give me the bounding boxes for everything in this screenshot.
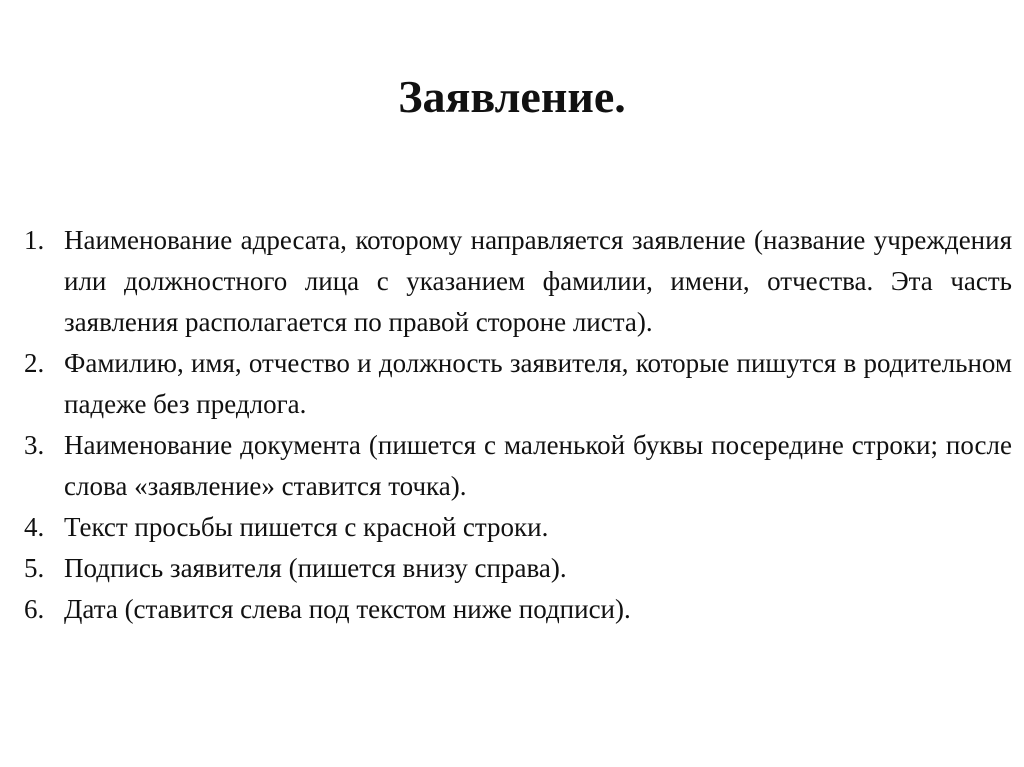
- list-item-number: 5.: [24, 553, 45, 583]
- list-item-number: 4.: [24, 512, 45, 542]
- list-item: [24, 589, 1012, 630]
- list-item: [24, 507, 1012, 548]
- list-item: [24, 343, 1012, 425]
- list-item-number: 3.: [24, 430, 45, 460]
- list-item: [24, 548, 1012, 589]
- list-item-text: Подпись заявителя (пишется внизу справа).: [64, 553, 567, 583]
- list-item-text: Дата (ставится слева под текстом ниже подписи).: [64, 594, 631, 624]
- list-item-text: Текст просьбы пишется с красной строки.: [64, 512, 549, 542]
- list-item-number: 2.: [24, 348, 45, 378]
- requirements-list: [24, 220, 1012, 630]
- list-item-number: 1.: [24, 225, 45, 255]
- list-item-text: Фамилию, имя, отчество и должность заявителя, которые пишутся в родительном падеже без предлога.: [64, 348, 1012, 419]
- list-item-text: Наименование документа (пишется с маленькой буквы посередине строки; после слова «заявление» ставится точка).: [64, 430, 1012, 501]
- slide-title: Заявление.: [398, 71, 626, 122]
- list-item-text: Наименование адресата, которому направляется заявление (название учреждения или должностного лица с указанием фамилии, имени, отчества. Эта часть заявления располагается по правой стороне листа).: [64, 225, 1012, 337]
- list-item-number: 6.: [24, 594, 45, 624]
- list-item: [24, 220, 1012, 343]
- list-item: [24, 425, 1012, 507]
